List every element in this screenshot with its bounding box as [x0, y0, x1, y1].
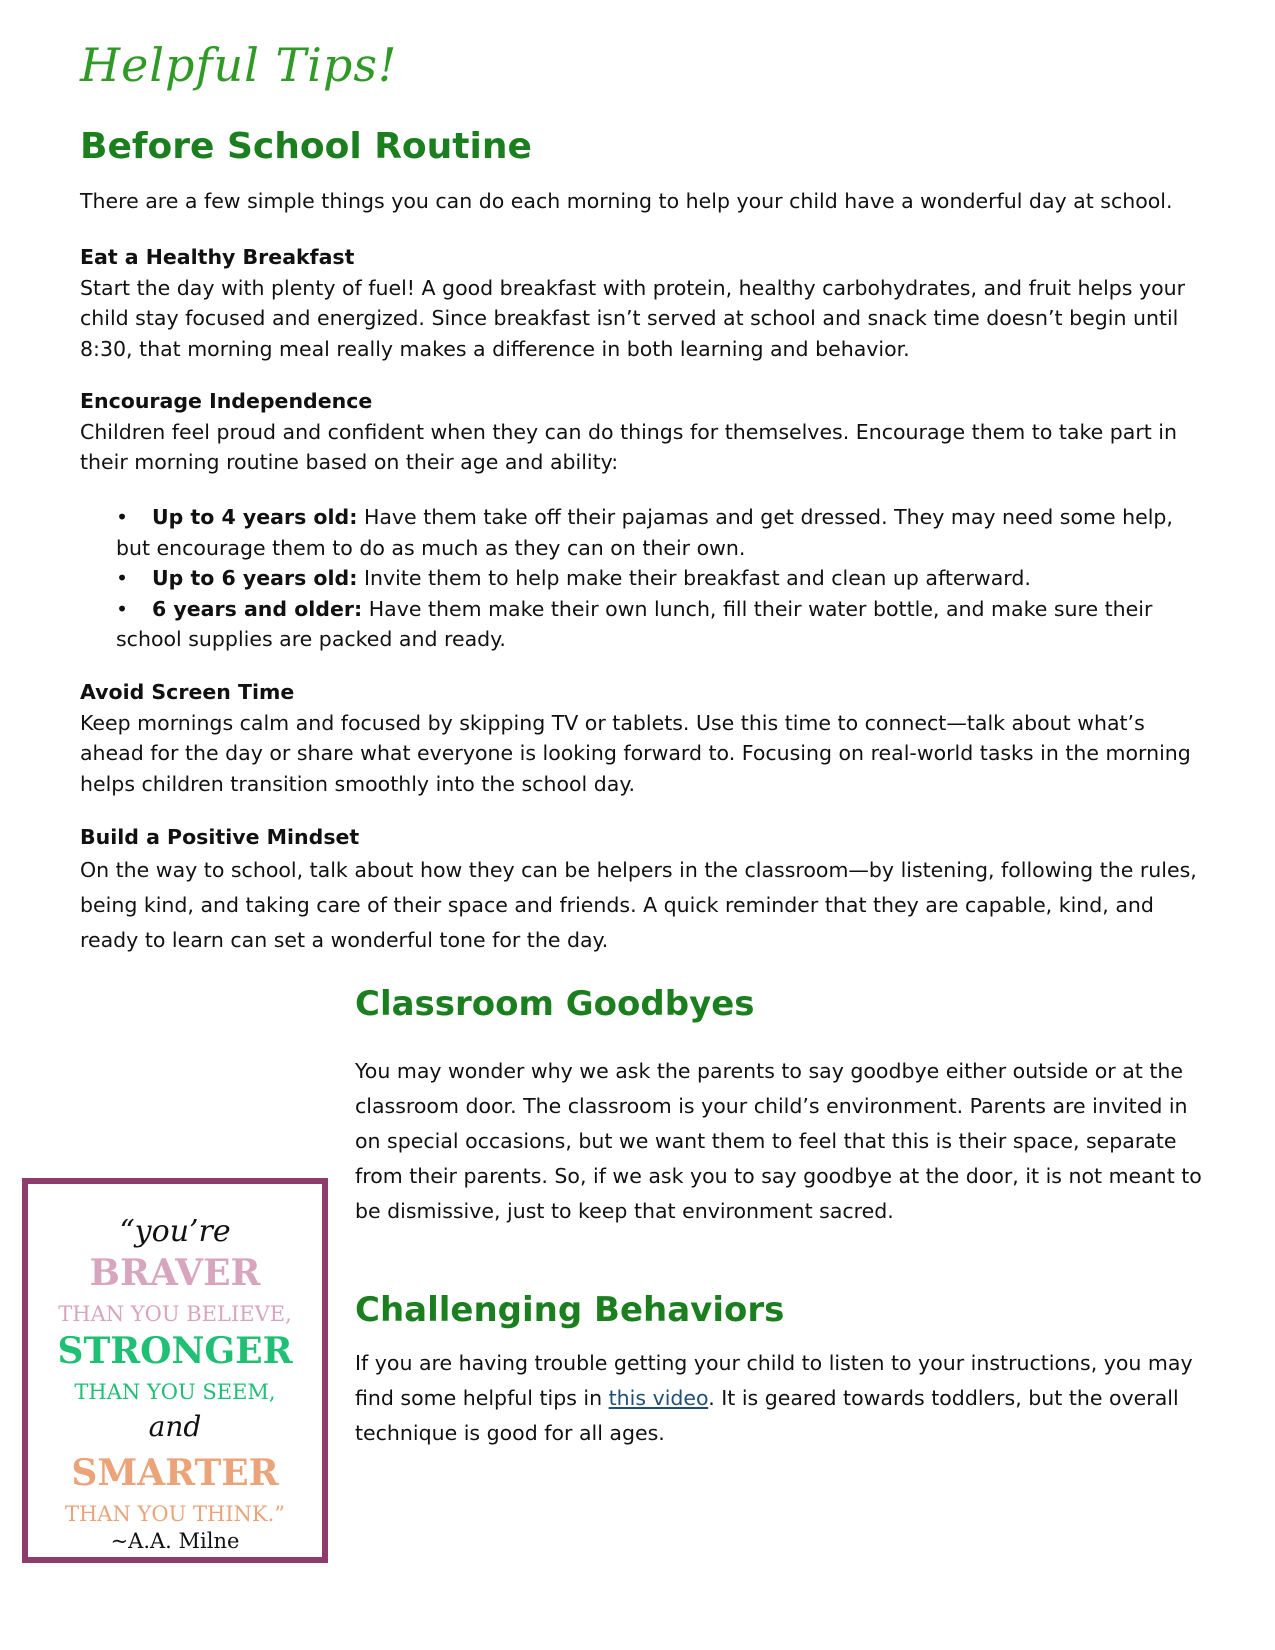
behaviors-text-after: . It is geared towards toddlers, but the overall technique is good for all ages. [355, 1386, 1179, 1445]
quote-line-and: and [148, 1410, 202, 1443]
screen-time-section [80, 677, 1200, 799]
section-heading-before-school: Before School Routine [80, 126, 532, 167]
mindset-title: Build a Positive Mindset [80, 825, 360, 849]
screen-time-title: Avoid Screen Time [80, 680, 295, 704]
bullet-icon: • [116, 566, 129, 590]
list-item-lead: Up to 4 years old: [152, 505, 358, 529]
quote-line-youre: “you’re [119, 1214, 231, 1249]
quote-card [22, 1178, 328, 1563]
behaviors-body [355, 1346, 1205, 1451]
quote-line-braver: BRAVER [89, 1252, 261, 1294]
screen-time-body: Keep mornings calm and focused by skipping TV or tablets. Use this time to connect—talk about what’s ahead for the day or share what everyone is looking forward to. Focusing on real-world tasks in the morning helps children transition smoothly into the school day. [80, 710, 1191, 796]
section-heading-behaviors: Challenging Behaviors [355, 1290, 785, 1330]
breakfast-body: Start the day with plenty of fuel! A good breakfast with protein, healthy carbohydrates, and fruit helps your child stay focused and energized. Since breakfast isn’t served at school and snack time doesn’t begin until 8:30, that morning meal really makes a difference in both learning and behavior. [80, 275, 1186, 361]
section-heading-goodbyes: Classroom Goodbyes [355, 984, 755, 1024]
list-item [116, 502, 1206, 563]
list-item [116, 563, 1206, 594]
mindset-body: On the way to school, talk about how they can be helpers in the classroom—by listening, following the rules, being kind, and taking care of their space and friends. A quick reminder that they are capable, kind, and ready to learn can set a wonderful tone for the day. [80, 857, 1197, 952]
bullet-icon: • [116, 596, 129, 621]
quote-author: ~A.A. Milne [110, 1529, 240, 1553]
independence-section [80, 386, 1200, 478]
video-link[interactable]: this video [608, 1386, 709, 1410]
page-title: Helpful Tips! [80, 38, 398, 92]
list-item-text: Invite them to help make their breakfast and clean up afterward. [363, 566, 1031, 590]
independence-title: Encourage Independence [80, 389, 373, 413]
goodbyes-body: You may wonder why we ask the parents to say goodbye either outside or at the classroom door. The classroom is your child’s environment. Parents are invited in on special occasions, but we want them to feel that this is their space, separate from their parents. So, if we ask you to say goodbye at the door, it is not meant to be dismissive, just to keep that environment sacred. [355, 1059, 1202, 1223]
behaviors-text-before: If you are having trouble getting your child to listen to your instructions, you may find some helpful tips in [355, 1351, 1193, 1410]
breakfast-title: Eat a Healthy Breakfast [80, 245, 355, 269]
breakfast-section [80, 242, 1200, 364]
quote-line-believe: THAN YOU BELIEVE, [58, 1302, 292, 1326]
quote-line-stronger: STRONGER [57, 1330, 293, 1372]
list-item-lead: 6 years and older: [152, 596, 363, 621]
quote-line-seem: THAN YOU SEEM, [74, 1380, 276, 1404]
list-item [116, 594, 1206, 655]
bullet-icon: • [116, 505, 129, 529]
list-item-lead: Up to 6 years old: [152, 566, 358, 590]
age-tips-list [116, 502, 1206, 655]
quote-line-smarter: SMARTER [71, 1452, 279, 1494]
independence-body: Children feel proud and confident when they can do things for themselves. Encourage them to take part in their morning routine based on their age and ability: [80, 419, 1177, 474]
list-item-text: Have them take off their pajamas and get dressed. They may need some help, but encourage them to do as much as they can on their own. [116, 505, 1173, 560]
intro-paragraph: There are a few simple things you can do each morning to help your child have a wonderful day at school. [80, 189, 1173, 213]
quote-line-think: THAN YOU THINK.” [64, 1502, 286, 1526]
list-item-text: Have them make their own lunch, fill their water bottle, and make sure their school supplies are packed and ready. [116, 596, 1153, 651]
mindset-section [80, 822, 1200, 958]
